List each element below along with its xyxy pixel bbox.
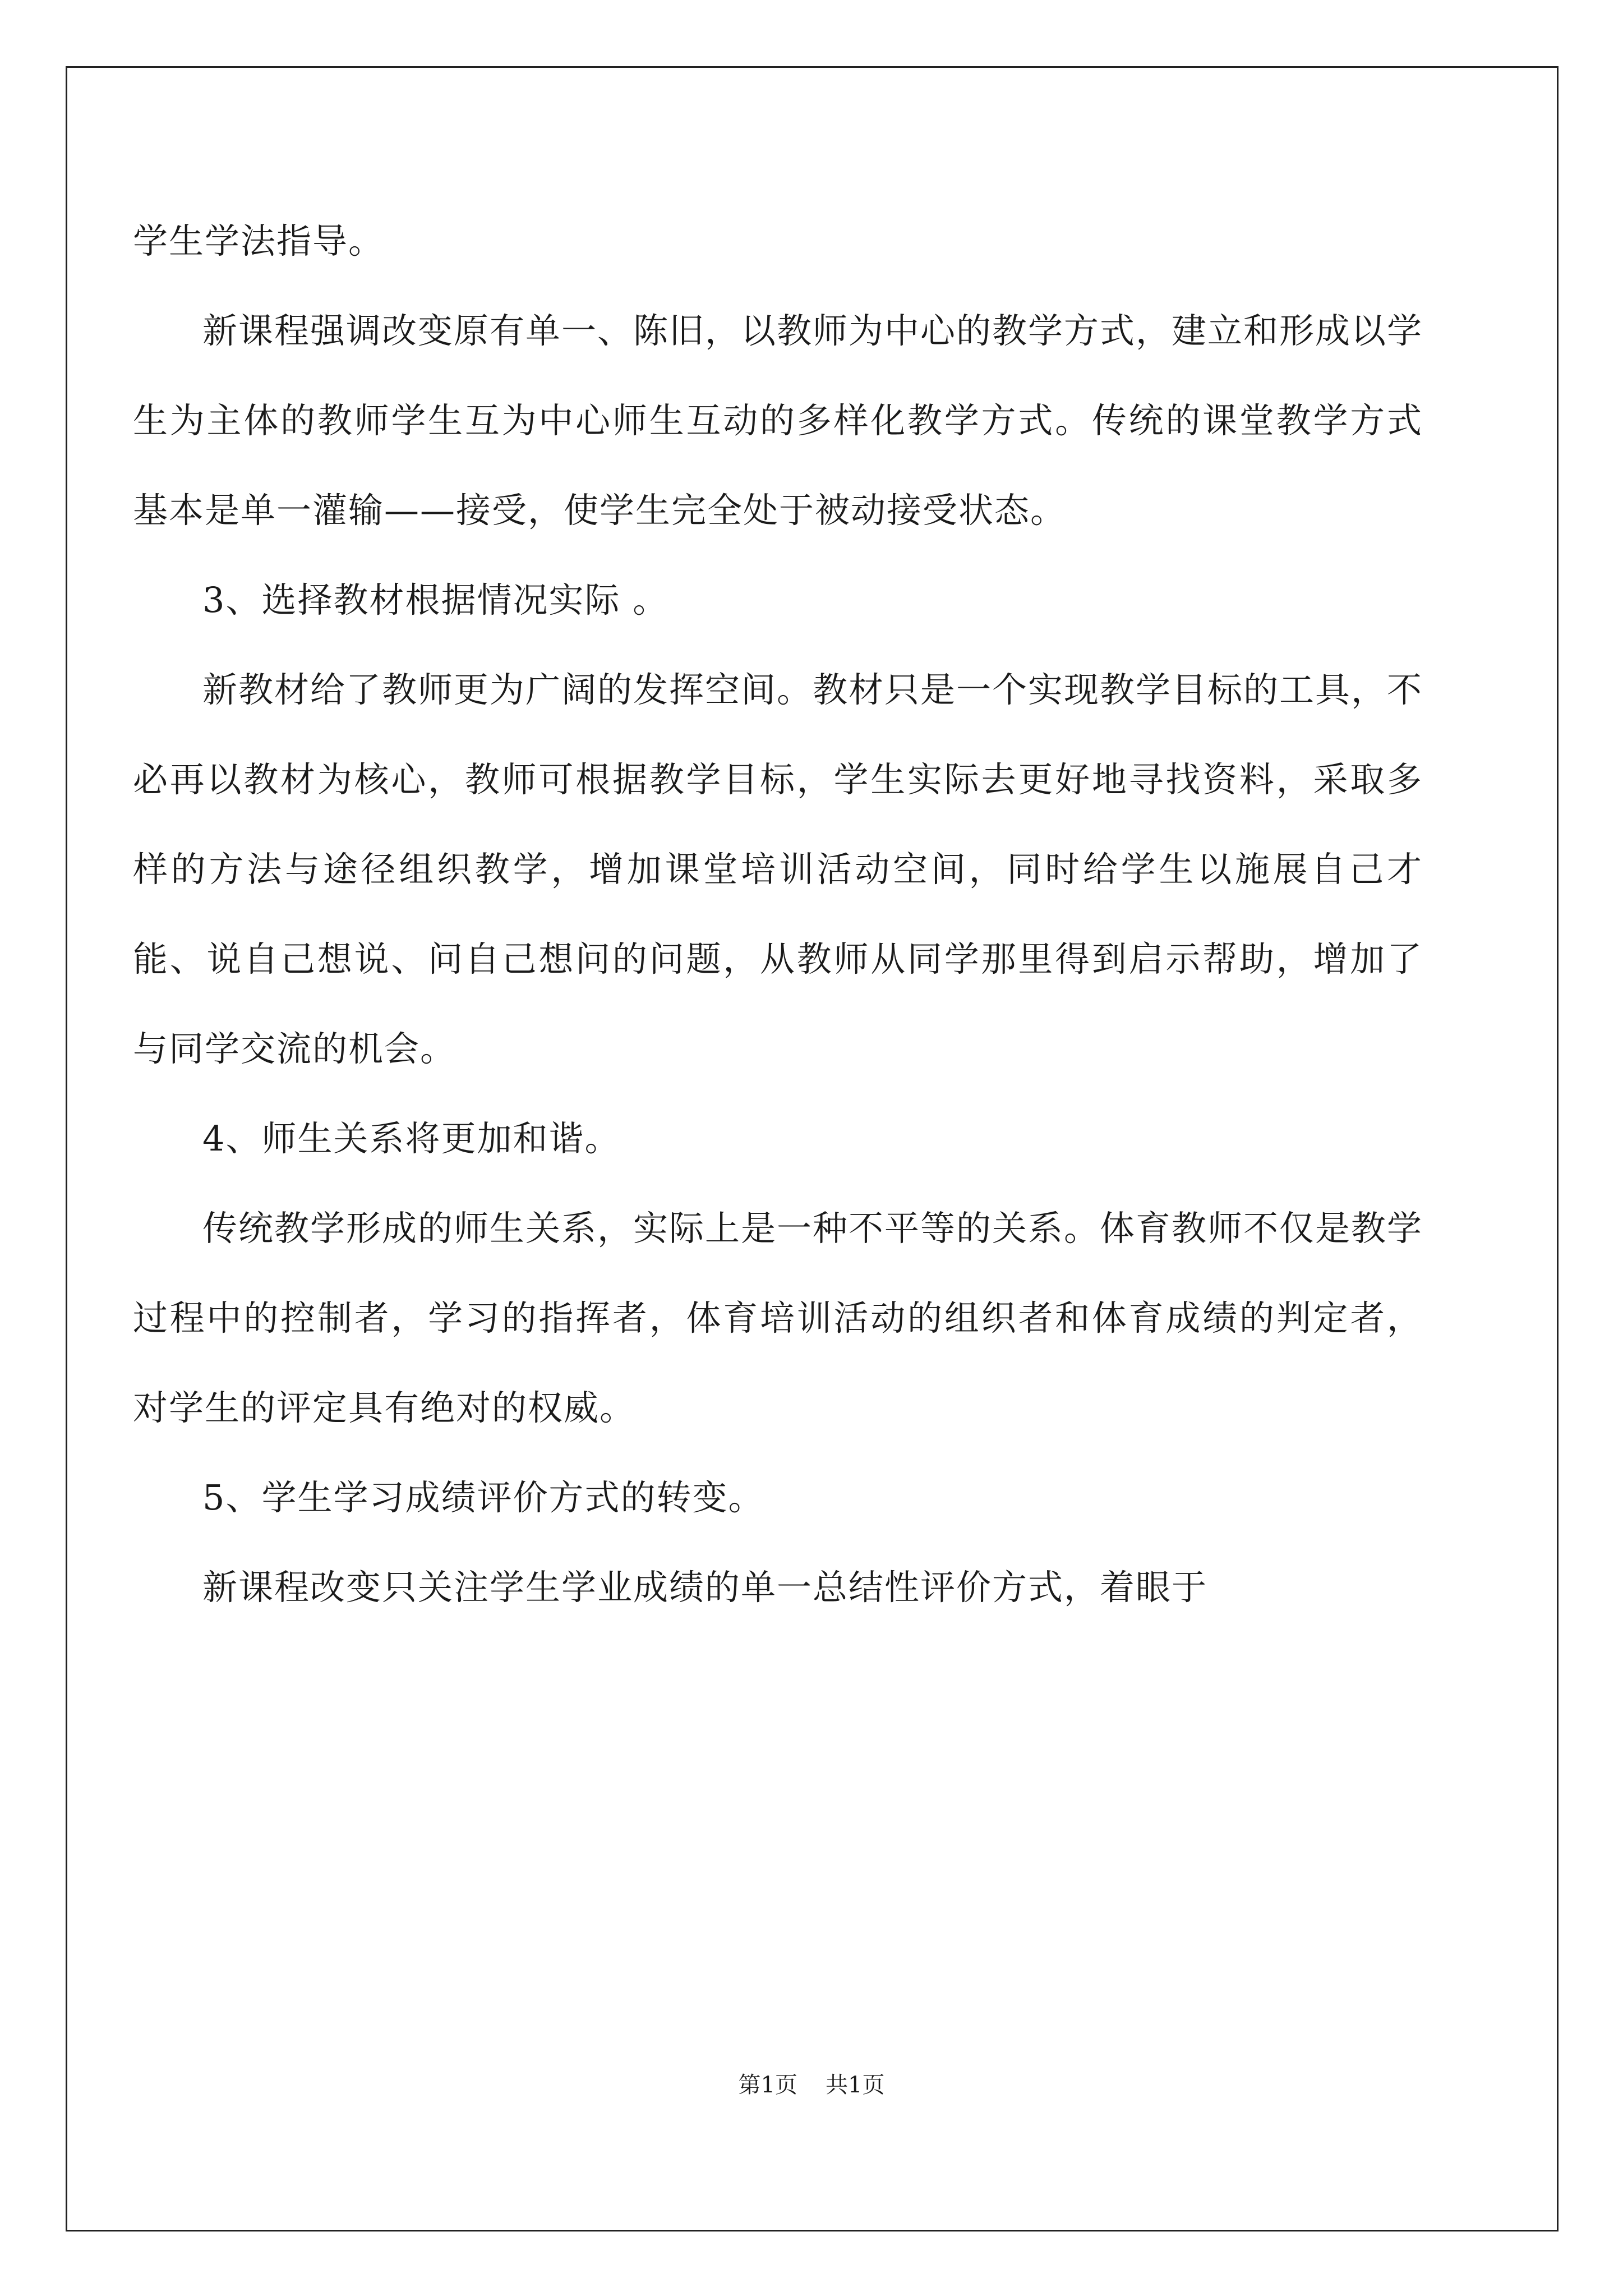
- heading-5: 4、师生关系将更加和谐。: [202, 1118, 621, 1159]
- page-footer: [0, 2067, 1623, 2099]
- paragraph-8: 新课程改变只关注学生学业成绩的单一总结性评价方式，着眼于: [202, 1567, 1208, 1608]
- heading-7: 5、学生学习成绩评价方式的转变。: [202, 1477, 764, 1518]
- page-number: 第1页: [738, 2072, 797, 2098]
- heading-3: 3、选择教材根据情况实际 。: [202, 579, 669, 620]
- page-total: 共1页: [826, 2072, 885, 2098]
- paragraph-6: 传统教学形成的师生关系，实际上是一种不平等的关系。体育教师不仅是教学过程中的控制者，学习的指挥者，体育培训活动的组织者和体育成绩的判定者，对学生的评定具有绝对的权威。: [133, 1208, 1423, 1428]
- paragraph-2: 新课程强调改变原有单一、陈旧，以教师为中心的教学方式，建立和形成以学生为主体的教师学生互为中心师生互动的多样化教学方式。传统的课堂教学方式基本是单一灌输——接受，使学生完全处于被动接受状态。: [133, 310, 1423, 531]
- paragraph-1: 学生学法指导。: [133, 220, 385, 261]
- document-body: [133, 196, 1423, 1632]
- paragraph-4: 新教材给了教师更为广阔的发挥空间。教材只是一个实现教学目标的工具，不必再以教材为核心，教师可根据教学目标，学生实际去更好地寻找资料，采取多样的方法与途径组织教学，增加课堂培训活动空间，同时给学生以施展自己才能、说自己想说、问自己想问的问题，从教师从同学那里得到启示帮助，增加了与同学交流的机会。: [133, 669, 1423, 1069]
